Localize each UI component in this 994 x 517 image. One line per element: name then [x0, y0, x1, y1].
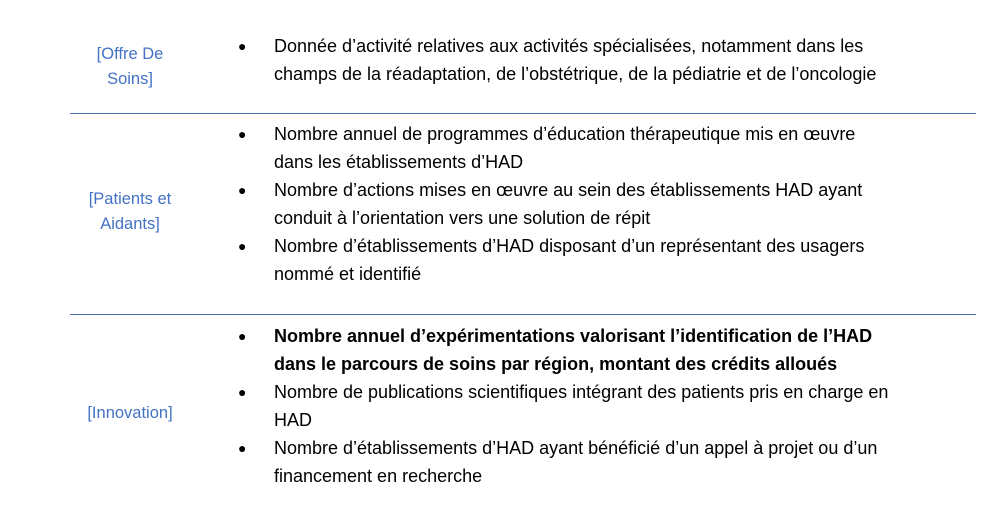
section-divider — [70, 314, 976, 315]
item-line: Nombre d’établissements d’HAD ayant bénéficié d’un appel à projet ou d’un — [274, 438, 878, 458]
bullet-icon: ● — [238, 384, 247, 400]
list-item — [236, 378, 976, 434]
bullet-icon: ● — [238, 328, 247, 344]
item-line: financement en recherche — [274, 466, 483, 486]
category-line: Soins] — [107, 70, 153, 88]
item-line: HAD — [274, 410, 313, 430]
list-item — [236, 120, 976, 176]
item-line: Nombre de publications scientifiques intégrant des patients pris en charge en — [274, 382, 889, 402]
category-label — [64, 401, 196, 426]
list-item — [236, 176, 976, 232]
indicator-list — [236, 322, 976, 490]
bullet-icon: ● — [238, 440, 247, 456]
list-item — [236, 322, 976, 378]
item-line: nommé et identifié — [274, 264, 422, 284]
list-item — [236, 232, 976, 288]
item-line: dans le parcours de soins par région, montant des crédits alloués — [274, 354, 838, 374]
indicator-list — [236, 120, 976, 288]
item-line: Nombre d’actions mises en œuvre au sein des établissements HAD ayant — [274, 180, 863, 200]
list-item — [236, 434, 976, 490]
item-line: dans les établissements d’HAD — [274, 152, 524, 172]
indicator-list — [236, 32, 976, 88]
category-line: [Offre De — [96, 45, 164, 63]
category-line: [Innovation] — [87, 404, 173, 422]
list-item — [236, 32, 976, 88]
bullet-icon: ● — [238, 126, 247, 142]
item-line: Nombre annuel d’expérimentations valorisant l’identification de l’HAD — [274, 326, 873, 346]
category-line: [Patients et — [88, 190, 172, 208]
category-label — [64, 187, 196, 237]
bullet-icon: ● — [238, 182, 247, 198]
category-line: Aidants] — [100, 215, 160, 233]
item-line: Donnée d’activité relatives aux activités spécialisées, notamment dans les — [274, 36, 864, 56]
item-line: conduit à l’orientation vers une solution de répit — [274, 208, 651, 228]
item-line: champs de la réadaptation, de l’obstétrique, de la pédiatrie et de l’oncologie — [274, 64, 877, 84]
section-divider — [70, 113, 976, 114]
category-label — [64, 42, 196, 92]
item-line: Nombre annuel de programmes d’éducation thérapeutique mis en œuvre — [274, 124, 856, 144]
item-line: Nombre d’établissements d’HAD disposant d’un représentant des usagers — [274, 236, 865, 256]
bullet-icon: ● — [238, 38, 247, 54]
bullet-icon: ● — [238, 238, 247, 254]
